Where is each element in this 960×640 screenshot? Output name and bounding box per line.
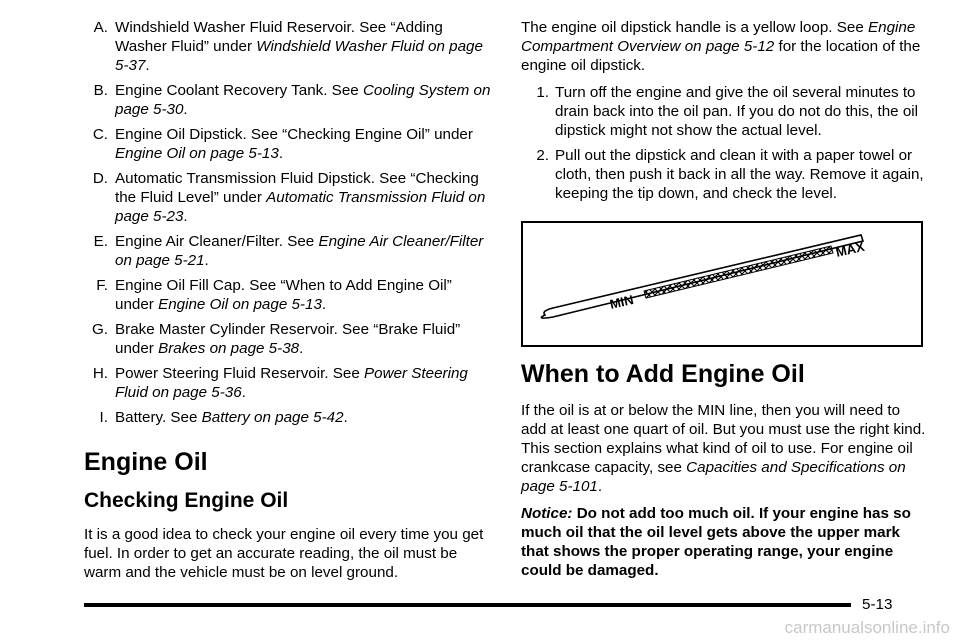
steps-list <box>521 83 926 203</box>
notice-label: Notice: <box>521 505 573 522</box>
list-marker: H. <box>92 365 108 382</box>
list-marker: A. <box>93 19 108 36</box>
list-item <box>84 125 494 163</box>
page-number: 5-13 <box>862 596 893 613</box>
page-reference-link[interactable]: Battery on page 5-42 <box>201 409 344 426</box>
dipstick-intro-ref[interactable]: Engine Compartment Overview on page 5-12 <box>521 19 916 55</box>
page-reference-link[interactable]: Power Steering Fluid on page 5-36 <box>115 365 468 401</box>
list-text: Windshield Washer Fluid Reservoir. See “Adding Washer Fluid” under Windshield Washer Fluid on page 5-37. <box>115 19 483 74</box>
footer-rule <box>84 603 851 607</box>
step-marker: 1. <box>536 84 549 101</box>
page-reference-link[interactable]: Automatic Transmission Fluid on page 5-23 <box>115 189 486 225</box>
list-item <box>84 364 494 402</box>
list-marker: I. <box>99 409 108 426</box>
list-marker: F. <box>96 277 108 294</box>
step-item <box>525 83 926 140</box>
dipstick-intro: The engine oil dipstick handle is a yellow loop. See Engine Compartment Overview on page 5-12 for the location of the engine oil dipstick. <box>521 19 921 74</box>
dipstick-figure <box>521 221 923 347</box>
list-marker: C. <box>92 126 108 143</box>
step-item <box>525 146 926 203</box>
min-label: MIN <box>608 291 635 312</box>
list-item <box>84 320 494 358</box>
list-text: Brake Master Cylinder Reservoir. See “Brake Fluid” under Brakes on page 5-38. <box>115 321 461 357</box>
component-list <box>84 18 494 427</box>
list-item <box>84 169 494 226</box>
list-item <box>84 81 494 119</box>
page-reference-link[interactable]: Cooling System on page 5-30 <box>115 82 491 118</box>
page-reference-link[interactable]: Engine Air Cleaner/Filter on page 5-21 <box>115 233 484 269</box>
list-item <box>84 408 494 427</box>
notice <box>521 504 926 580</box>
capacities-ref[interactable]: Capacities and Specifications on page 5-101 <box>521 459 906 495</box>
engine-oil-heading: Engine Oil <box>84 448 208 476</box>
checking-engine-oil-body: It is a good idea to check your engine oil every time you get fuel. In order to get an accurate reading, the oil must be warm and the vehicle must be on level ground. <box>84 526 484 581</box>
list-text: Power Steering Fluid Reservoir. See Power Steering Fluid on page 5-36. <box>115 365 468 401</box>
list-text: Battery. See Battery on page 5-42. <box>115 409 348 426</box>
page-reference-link[interactable]: Brakes on page 5-38 <box>158 340 300 357</box>
list-text: Engine Oil Dipstick. See “Checking Engine Oil” under Engine Oil on page 5-13. <box>115 126 473 162</box>
list-text: Engine Oil Fill Cap. See “When to Add Engine Oil” under Engine Oil on page 5-13. <box>115 277 452 313</box>
step-marker: 2. <box>536 147 549 164</box>
list-text: Engine Air Cleaner/Filter. See Engine Air Cleaner/Filter on page 5-21. <box>115 233 484 269</box>
list-text: Engine Coolant Recovery Tank. See Cooling System on page 5-30. <box>115 82 491 118</box>
checking-engine-oil-heading: Checking Engine Oil <box>84 489 289 512</box>
left-column <box>84 18 494 590</box>
list-item <box>84 232 494 270</box>
right-column <box>521 18 926 588</box>
step-text: Turn off the engine and give the oil several minutes to drain back into the oil pan. If you do not do this, the oil dipstick might not show the actual level. <box>555 84 919 139</box>
max-label: MAX <box>834 238 866 260</box>
dipstick-illustration <box>523 223 921 345</box>
list-marker: E. <box>93 233 108 250</box>
step-text: Pull out the dipstick and clean it with a paper towel or cloth, then push it back in all the way. Remove it again, keeping the tip down, and check the level. <box>555 147 924 202</box>
page-reference-link[interactable]: Engine Oil on page 5-13 <box>115 145 279 162</box>
when-to-add-heading: When to Add Engine Oil <box>521 360 805 388</box>
hatched-range <box>644 246 833 298</box>
when-to-add-body: If the oil is at or below the MIN line, then you will need to add at least one quart of oil. But you must use the right kind. This section explains what kind of oil to use. For engine oil crankcase capacity, see Capacities and Specifications on page 5-101. <box>521 402 926 495</box>
page-reference-link[interactable]: Windshield Washer Fluid on page 5-37 <box>115 38 483 74</box>
watermark: carmanualsonline.info <box>784 618 950 637</box>
list-item <box>84 276 494 314</box>
page-reference-link[interactable]: Engine Oil on page 5-13 <box>158 296 322 313</box>
list-marker: B. <box>93 82 108 99</box>
list-marker: G. <box>91 321 108 338</box>
notice-text: Do not add too much oil. If your engine has so much oil that the oil level gets above the upper mark that shows the proper operating range, your engine could be damaged. <box>521 505 911 579</box>
list-marker: D. <box>92 170 108 187</box>
list-text: Automatic Transmission Fluid Dipstick. See “Checking the Fluid Level” under Automatic Transmission Fluid on page 5-23. <box>115 170 486 225</box>
list-item <box>84 18 494 75</box>
